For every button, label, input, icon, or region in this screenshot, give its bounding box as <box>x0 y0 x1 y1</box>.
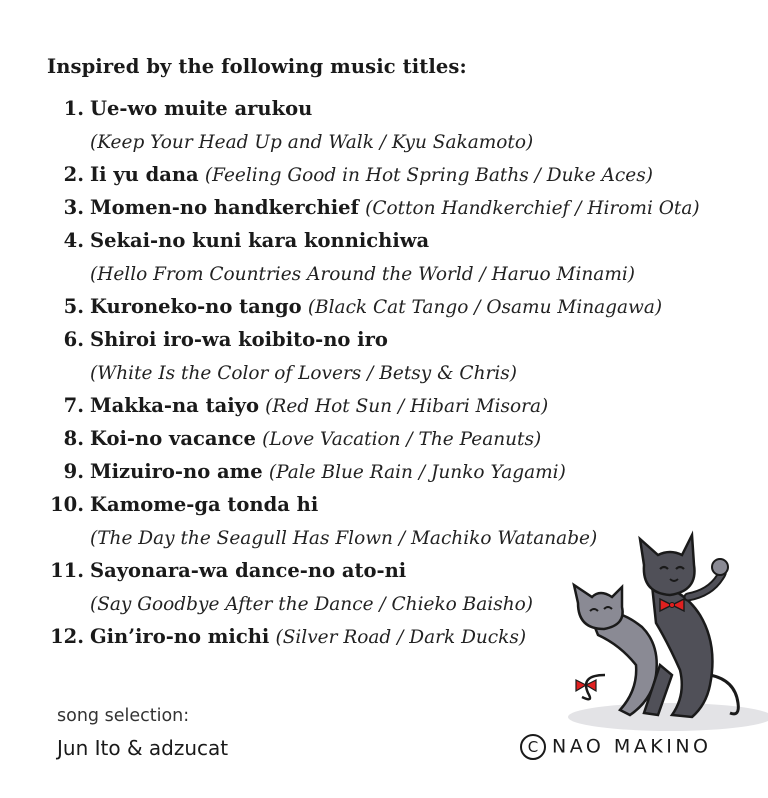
song-title: Mizuiro-no ame <box>90 460 263 483</box>
song-subtitle: (The Day the Seagull Has Flown / Machiko Watanabe) <box>90 528 598 549</box>
song-title: Kuroneko-no tango <box>90 295 302 318</box>
song-subtitle: (Say Goodbye After the Dance / Chieko Baisho) <box>90 594 533 615</box>
list-item <box>0 290 662 323</box>
song-subtitle: (Hello From Countries Around the World / Haruo Minami) <box>90 264 636 285</box>
song-number: 12. <box>50 625 84 648</box>
list-item <box>0 191 700 224</box>
list-item <box>0 455 566 488</box>
list-item <box>0 224 429 257</box>
song-selection-label: song selection: <box>57 706 190 726</box>
list-item <box>0 488 318 521</box>
list-item-subtitle <box>0 521 597 554</box>
list-item <box>0 92 312 125</box>
song-number: 9. <box>63 460 84 483</box>
song-subtitle: (Red Hot Sun / Hibari Misora) <box>265 396 549 417</box>
song-number: 11. <box>50 559 84 582</box>
list-item-subtitle <box>0 257 635 290</box>
song-title: Makka-na taiyo <box>90 394 259 417</box>
song-subtitle: (Feeling Good in Hot Spring Baths / Duke Aces) <box>204 165 653 186</box>
song-number: 2. <box>63 163 84 186</box>
list-item <box>0 323 388 356</box>
song-number: 3. <box>63 196 84 219</box>
song-subtitle: (White Is the Color of Lovers / Betsy & Chris) <box>90 363 517 384</box>
song-subtitle: (Keep Your Head Up and Walk / Kyu Sakamoto) <box>90 132 534 153</box>
dancing-cats-illustration <box>560 525 768 735</box>
song-subtitle: (Pale Blue Rain / Junko Yagami) <box>268 462 566 483</box>
page-heading: Inspired by the following music titles: <box>47 55 467 78</box>
song-title: Kamome-ga tonda hi <box>90 493 319 516</box>
song-title: Koi-no vacance <box>90 427 256 450</box>
copyright-icon: C <box>520 734 546 760</box>
song-number: 7. <box>63 394 84 417</box>
song-title: Gin’iro-no michi <box>90 625 270 648</box>
list-item <box>0 422 541 455</box>
list-item-subtitle <box>0 587 533 620</box>
song-title: Shiroi iro-wa koibito-no iro <box>90 328 388 351</box>
song-title: Ue-wo muite arukou <box>90 97 313 120</box>
list-item <box>0 554 406 587</box>
artist-name: NAO MAKINO <box>552 735 712 758</box>
song-title: Sayonara-wa dance-no ato-ni <box>90 559 407 582</box>
copyright-signature <box>520 734 712 760</box>
song-subtitle: (Black Cat Tango / Osamu Minagawa) <box>307 297 663 318</box>
song-number: 10. <box>50 493 84 516</box>
song-number: 8. <box>63 427 84 450</box>
song-number: 4. <box>63 229 84 252</box>
song-subtitle: (Silver Road / Dark Ducks) <box>275 627 527 648</box>
black-cat-head <box>640 535 695 595</box>
song-selection-credit: Jun Ito & adzucat <box>57 736 229 760</box>
list-item-subtitle <box>0 356 517 389</box>
song-subtitle: (Love Vacation / The Peanuts) <box>262 429 542 450</box>
grey-cat-head <box>574 585 623 629</box>
song-subtitle: (Cotton Handkerchief / Hiromi Ota) <box>365 198 700 219</box>
list-item-subtitle <box>0 125 533 158</box>
song-title: Ii yu dana <box>90 163 199 186</box>
song-number: 6. <box>63 328 84 351</box>
held-paw <box>712 559 728 575</box>
song-title: Momen-no handkerchief <box>90 196 359 219</box>
list-item <box>0 158 653 191</box>
list-item <box>0 620 526 653</box>
song-number: 5. <box>63 295 84 318</box>
song-title: Sekai-no kuni kara konnichiwa <box>90 229 430 252</box>
song-number: 1. <box>63 97 84 120</box>
list-item <box>0 389 548 422</box>
